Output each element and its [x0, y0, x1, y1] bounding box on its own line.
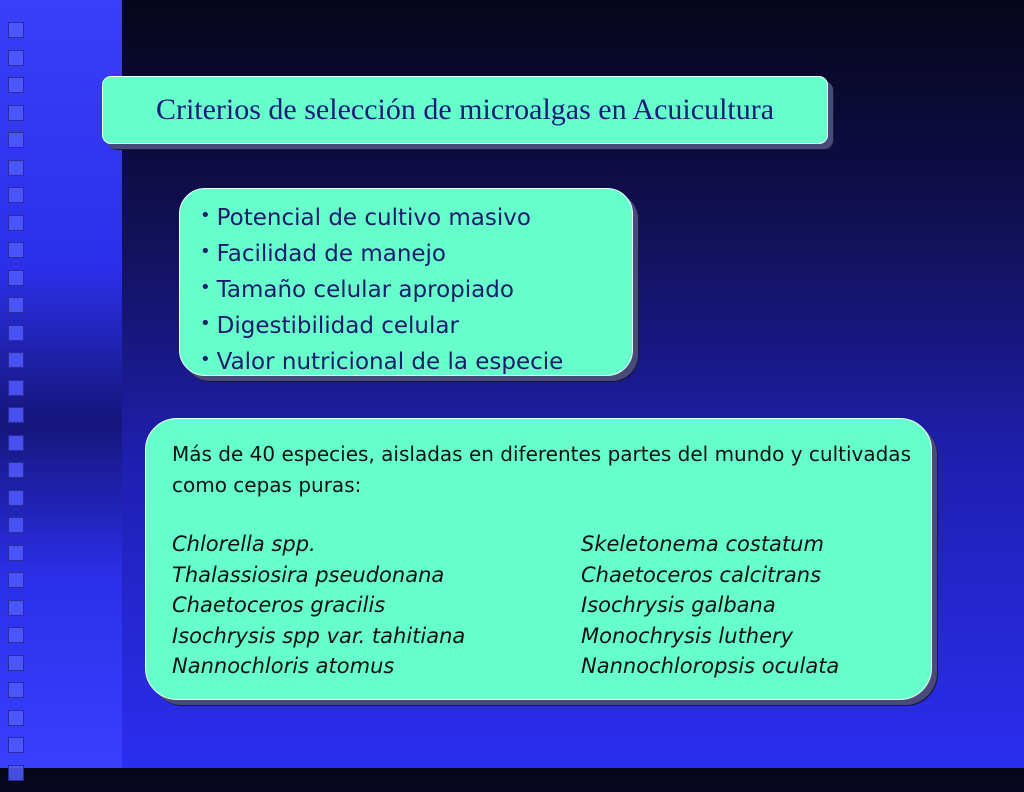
species-item: Chlorella spp.	[172, 532, 316, 556]
decorative-square	[8, 132, 24, 148]
decorative-square	[8, 407, 24, 423]
criteria-item-text: Potencial de cultivo masivo	[216, 205, 531, 231]
species-item: Skeletonema costatum	[581, 532, 824, 556]
bullet-icon: •	[200, 205, 211, 226]
decorative-squares	[8, 22, 24, 792]
decorative-square	[8, 435, 24, 451]
slide-title: Criterios de selección de microalgas en Acuicultura	[155, 93, 775, 126]
decorative-square	[8, 270, 24, 286]
criteria-item	[200, 237, 632, 273]
bullet-icon: •	[200, 349, 211, 370]
criteria-item-text: Facilidad de manejo	[216, 241, 447, 267]
bullet-icon: •	[200, 241, 211, 262]
species-item: Monochrysis luthery	[581, 623, 794, 648]
criteria-item	[200, 273, 632, 309]
decorative-square	[8, 380, 24, 396]
decorative-square	[8, 187, 24, 203]
decorative-square	[8, 215, 24, 231]
criteria-item-text: Valor nutricional de la especie	[216, 349, 564, 375]
species-box	[145, 418, 932, 700]
criteria-item-text: Digestibilidad celular	[216, 313, 459, 339]
criteria-item-text: Tamaño celular apropiado	[216, 277, 514, 303]
decorative-square	[8, 600, 24, 616]
species-item: Chaetoceros calcitrans	[581, 562, 822, 587]
decorative-square	[8, 655, 24, 671]
decorative-square	[8, 682, 24, 698]
criteria-item	[200, 309, 632, 345]
decorative-square	[8, 297, 24, 313]
decorative-square	[8, 710, 24, 726]
criteria-list	[180, 189, 632, 381]
slide-title-box	[102, 76, 828, 144]
criteria-item	[200, 345, 632, 381]
decorative-square	[8, 462, 24, 478]
decorative-square	[8, 765, 24, 781]
decorative-square	[8, 242, 24, 258]
species-item: Thalassiosira pseudonana	[172, 562, 445, 587]
decorative-square	[8, 105, 24, 121]
decorative-square	[8, 22, 24, 38]
decorative-square	[8, 160, 24, 176]
criteria-item	[200, 201, 632, 237]
criteria-box	[179, 188, 633, 376]
species-item: Isochrysis spp var. tahitiana	[172, 623, 466, 648]
decorative-square	[8, 517, 24, 533]
decorative-square	[8, 572, 24, 588]
species-item: Nannochloris atomus	[172, 654, 395, 678]
decorative-square	[8, 490, 24, 506]
decorative-square	[8, 737, 24, 753]
species-item: Chaetoceros gracilis	[172, 593, 386, 617]
species-list-right	[581, 529, 839, 682]
species-item: Isochrysis galbana	[581, 593, 776, 617]
bullet-icon: •	[200, 313, 211, 334]
decorative-square	[8, 50, 24, 66]
decorative-square	[8, 545, 24, 561]
species-list-left	[172, 529, 465, 682]
species-item: Nannochloropsis oculata	[581, 654, 840, 678]
bullet-icon: •	[200, 277, 211, 298]
species-intro: Más de 40 especies, aisladas en diferentes partes del mundo y cultivadas como cepas puras:	[172, 442, 911, 497]
decorative-square	[8, 352, 24, 368]
decorative-square	[8, 627, 24, 643]
decorative-square	[8, 77, 24, 93]
decorative-square	[8, 325, 24, 341]
